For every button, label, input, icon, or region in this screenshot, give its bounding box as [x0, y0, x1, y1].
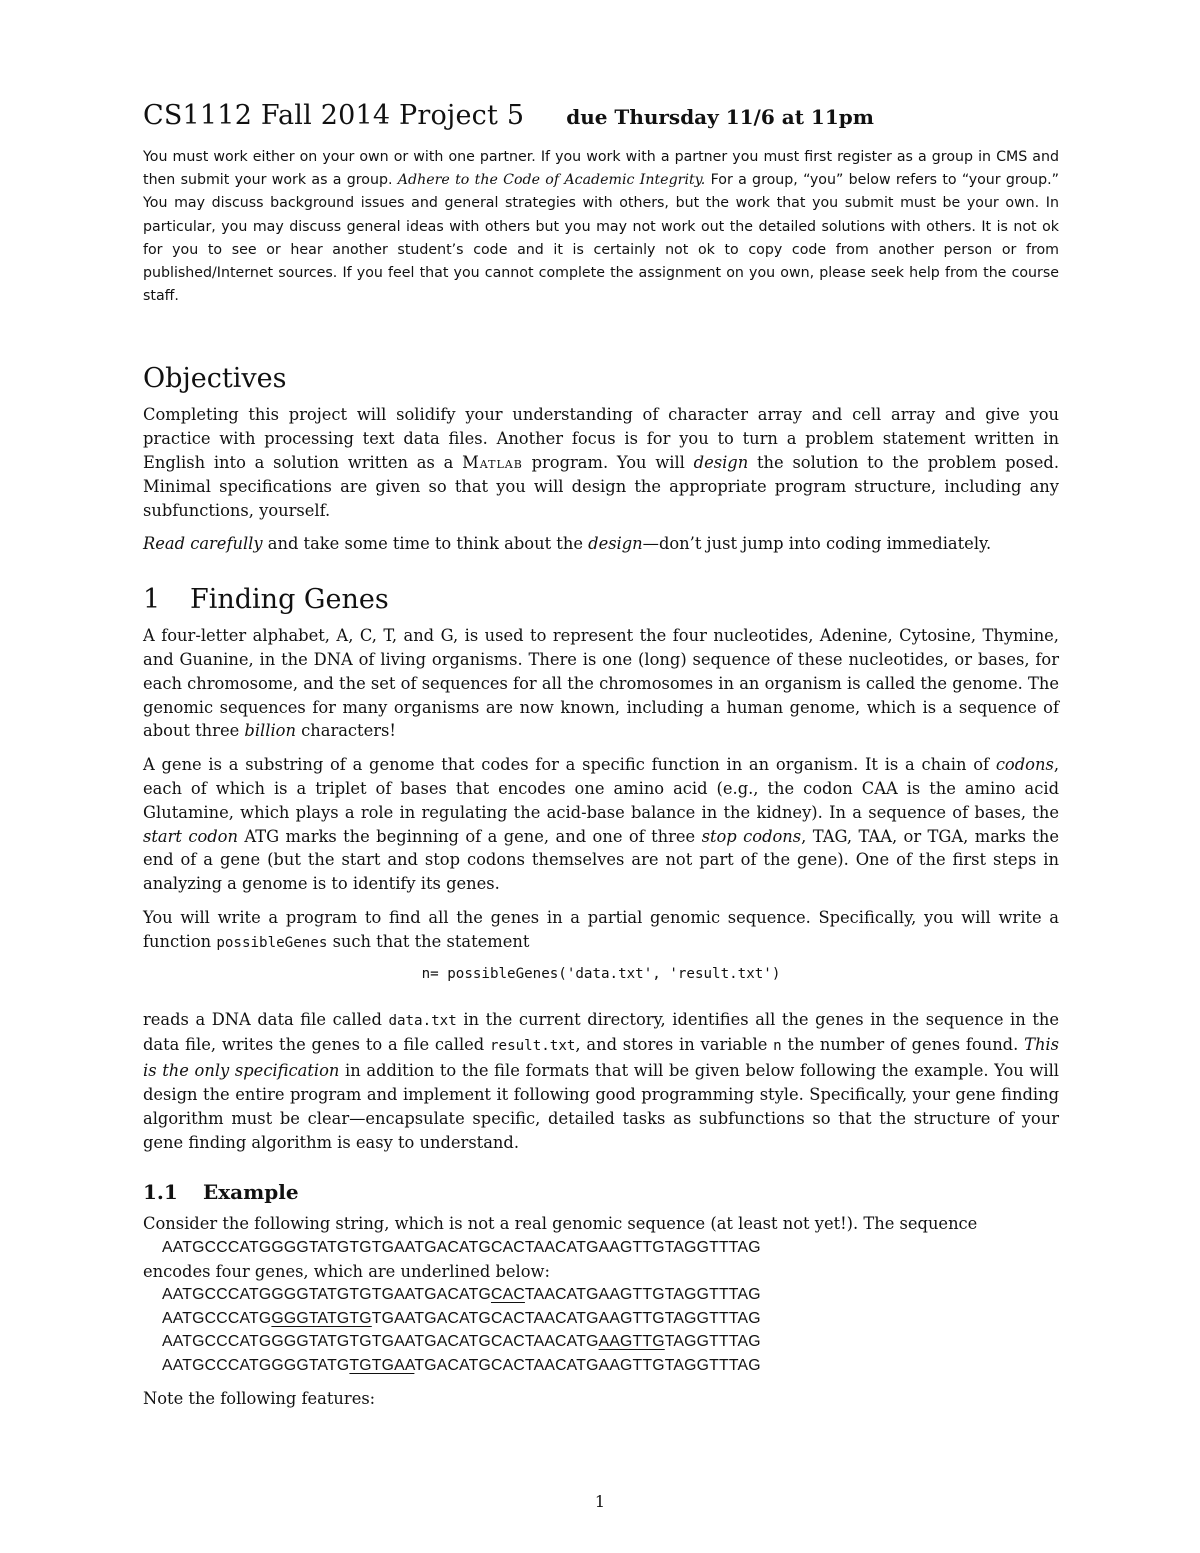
- underlined-gene: CAC: [490, 1286, 525, 1304]
- stop-codons-emphasis: stop codons: [701, 826, 802, 846]
- text-run: , each of which is a triplet of bases that encodes one amino acid (e.g., the codon CAA is the amino acid Glutamine, which plays a role in regulating the acid-base balance in the kidney). In a sequence of bases, the: [143, 755, 1059, 822]
- text-run: ATG marks the beginning of a gene, and one of three: [237, 826, 702, 846]
- gene-sequence-line: [143, 1283, 1059, 1306]
- text-run: in the current directory, identifies all the genes in the sequence in the data file, writes the genes to a file called: [143, 1009, 1059, 1055]
- underlined-gene: TGTGAA: [349, 1356, 415, 1374]
- text-run: A four-letter alphabet, A, C, T, and G, is used to represent the four nucleotides, Adenine, Cytosine, Thymine, and Guanine, in the DNA of living organisms. There is one (long) sequence of these nucleotides, or bases, for each chromosome, and the set of sequences for all the chromosomes in an organism is called the genome. The genomic sequences for many organisms are now known, including a human genome, which is a sequence of about three: [143, 626, 1059, 741]
- text-run: and take some time to think about the: [262, 534, 589, 554]
- example-intro: Consider the following string, which is not a real genomic sequence (at least not yet!). The sequence: [143, 1214, 978, 1234]
- gene-list: [143, 1283, 1059, 1377]
- text-run: , TAG, TAA, or TGA, marks the end of a gene (but the start and stop codons themselves are not part of the gene). One of the first steps in analyzing a genome is to identify its genes.: [143, 826, 1059, 894]
- text-run: —don’t just jump into coding immediately.: [642, 534, 992, 554]
- sequence-suffix: TAACATGAAGTTGTAGGTTTAG: [524, 1286, 761, 1304]
- code-statement: n= possibleGenes('data.txt', 'result.txt'): [421, 965, 781, 982]
- notice-text-2: For a group, “you” below refers to “your group.” You may discuss background issues and general strategies with others, but the work that you submit must be your own. In particular, you may discuss general ideas with others but you may not work out the detailed solutions with others. It is not ok for you to see or hear another student’s code and it is certainly not ok to copy code from another person or from published/Internet sources. If you feel that you cannot complete the assignment on you own, please seek help from the course staff.: [143, 172, 1059, 305]
- text-run: in addition to the file formats that will be given below following the example. You will design the entire program and implement it following good programming style. Specifically, your gene finding algorithm must be clear—encapsulate specific, detailed tasks as subfunctions so that the structure of your gene finding algorithm is easy to understand.: [143, 1061, 1060, 1152]
- function-name: possibleGenes: [216, 934, 328, 951]
- billion-emphasis: billion: [244, 721, 296, 741]
- data-file-name: data.txt: [388, 1012, 457, 1029]
- gene-sequence-line: [143, 1354, 1059, 1377]
- text-run: characters!: [295, 721, 396, 741]
- codons-emphasis: codons: [995, 755, 1054, 775]
- genes-paragraph-2: [143, 753, 1059, 896]
- example-sequence: AATGCCCATGGGGTATGTGTGAATGACATGCACTAACATGAAGTTGTAGGTTTAG: [162, 1239, 761, 1257]
- text-run: such that the statement: [327, 931, 530, 951]
- sequence-suffix: TGACATGCACTAACATGAAGTTGTAGGTTTAG: [414, 1356, 761, 1374]
- document-page: [143, 100, 1059, 1421]
- underlined-gene: AAGTTG: [598, 1333, 665, 1351]
- text-run: You will write a program to find all the genes in a partial genomic sequence. Specifically, you will write a function: [143, 907, 1059, 951]
- matlab-name: Matlab: [462, 453, 523, 473]
- sequence-prefix: AATGCCCATGGGGTATGTGTGAATGACATG: [162, 1286, 491, 1304]
- sequence-suffix: TGAATGACATGCACTAACATGAAGTTGTAGGTTTAG: [371, 1309, 761, 1327]
- design-emphasis-2: design: [588, 534, 643, 554]
- text-run: the solution to the problem posed. Minimal specifications are given so that you will design the appropriate program structure, including any subfunctions, yourself.: [143, 453, 1060, 520]
- sequence-prefix: AATGCCCATGGGGTATGTGTGAATGACATGCACTAACATG: [162, 1333, 599, 1351]
- page-number: 1: [594, 1492, 606, 1511]
- text-run: A gene is a substring of a genome that codes for a specific function in an organism. It is a chain of: [143, 755, 996, 775]
- subsection-number: 1.1: [143, 1180, 178, 1205]
- genes-paragraph-1: [143, 624, 1059, 743]
- genes-paragraph-4: [143, 1008, 1059, 1155]
- sequence-suffix: TAGGTTTAG: [664, 1333, 761, 1351]
- integrity-notice: [143, 146, 1059, 308]
- sequence-prefix: AATGCCCATGGGGTATG: [162, 1356, 350, 1374]
- integrity-emphasis: Adhere to the Code of Academic Integrity.: [397, 172, 706, 189]
- objectives-paragraph-1: [143, 403, 1059, 522]
- text-run: the number of genes found.: [781, 1035, 1025, 1055]
- text-run: program. You will: [522, 453, 694, 473]
- start-codon-emphasis: start codon: [143, 826, 238, 846]
- result-file-name: result.txt: [490, 1038, 576, 1055]
- subsection-title: Example: [203, 1180, 299, 1205]
- variable-n: n: [773, 1038, 782, 1055]
- objectives-paragraph-2: [143, 532, 1059, 556]
- gene-sequence-line: [143, 1330, 1059, 1353]
- genes-paragraph-3: [143, 906, 1059, 956]
- features-note: Note the following features:: [143, 1388, 376, 1408]
- read-carefully-emphasis: Read carefully: [143, 534, 263, 554]
- section-title: Finding Genes: [190, 584, 389, 616]
- underlined-gene: GGGTATGTG: [271, 1309, 372, 1327]
- due-date: due Thursday 11/6 at 11pm: [566, 105, 874, 129]
- notice-text-1: You must work either on your own or with one partner. If you work with a partner you must first register as a group in CMS and then submit your work as a group.: [143, 149, 1059, 189]
- only-spec-emphasis: This is the only specification: [143, 1035, 1059, 1081]
- section-1-heading: [143, 584, 1059, 624]
- text-run: reads a DNA data file called: [143, 1009, 389, 1029]
- sequence-prefix: AATGCCCATG: [162, 1309, 272, 1327]
- subsection-heading: [143, 1180, 1059, 1204]
- design-emphasis: design: [693, 453, 749, 473]
- title-row: [143, 100, 1059, 142]
- text-run: , and stores in variable: [575, 1035, 774, 1055]
- page-title: CS1112 Fall 2014 Project 5: [143, 100, 525, 131]
- objectives-heading: Objectives: [143, 363, 287, 395]
- gene-sequence-line: [143, 1307, 1059, 1330]
- section-number: 1: [143, 584, 161, 616]
- encodes-line: encodes four genes, which are underlined below:: [143, 1261, 550, 1281]
- text-run: Completing this project will solidify your understanding of character array and cell array and give you practice with processing text data files. Another focus is for you to turn a problem statement written in English into a solution written as a: [143, 405, 1059, 473]
